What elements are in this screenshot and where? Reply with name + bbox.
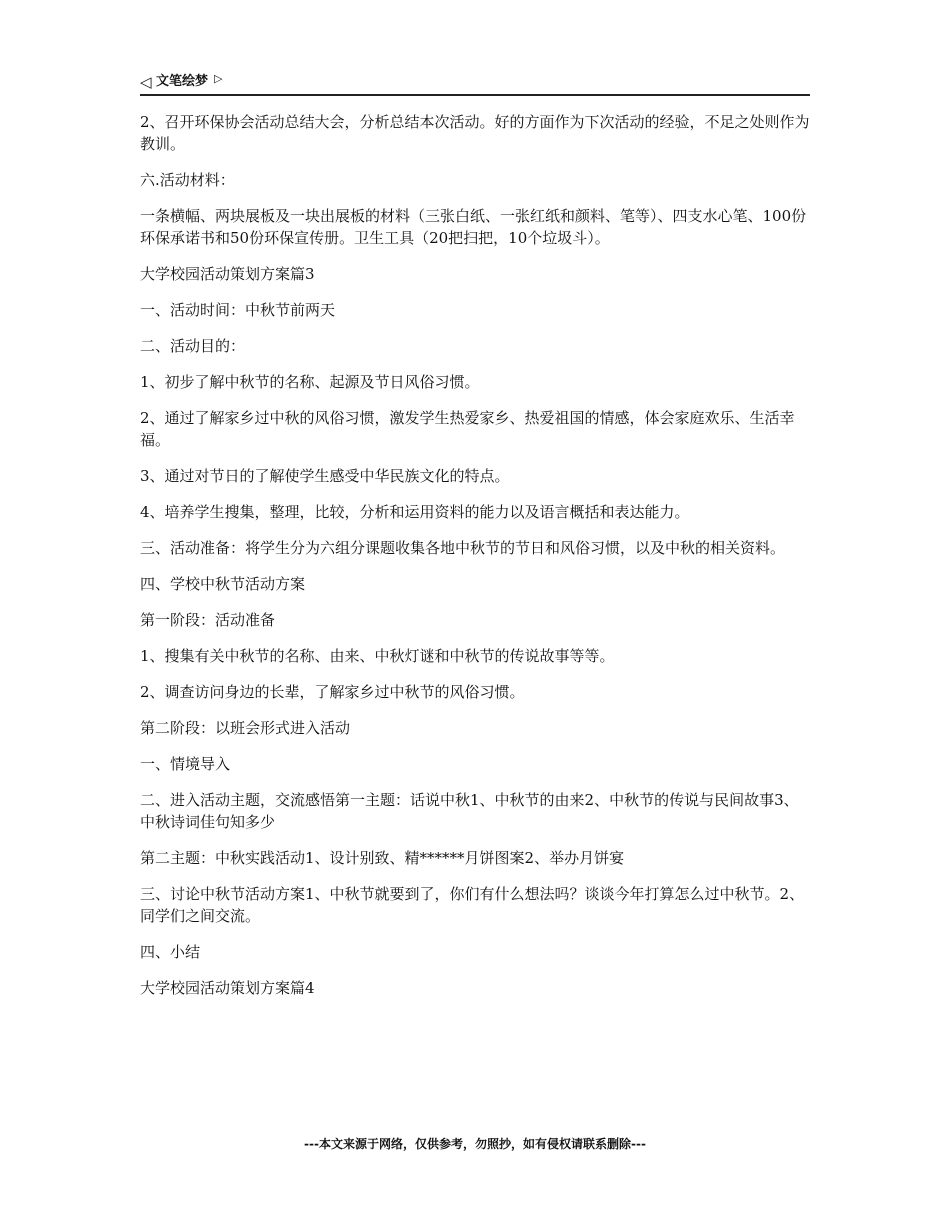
paragraph: 二、进入活动主题，交流感悟第一主题：话说中秋1、中秋节的由来2、中秋节的传说与民间故事3、中秋诗词佳句知多少 (140, 791, 799, 831)
right-triangle-icon: ▷ (214, 72, 223, 85)
paragraph: 2、召开环保协会活动总结大会，分析总结本次活动。好的方面作为下次活动的经验，不足之处则作为教训。 (140, 113, 810, 153)
paragraph: 二、活动目的： (140, 337, 246, 355)
document-body (140, 111, 810, 1013)
paragraph: 1、搜集有关中秋节的名称、由来、中秋灯谜和中秋节的传说故事等等。 (140, 647, 615, 665)
paragraph: 一条横幅、两块展板及一块出展板的材料（三张白纸、一张红纸和颜料、笔等）、四支水心笔、100份环保承诺书和50份环保宣传册。卫生工具（20把扫把，10个垃圾斗）。 (140, 207, 807, 247)
section-heading: 大学校园活动策划方案篇3 (140, 265, 315, 283)
paragraph: 四、小结 (140, 943, 201, 961)
header-title: 文笔绘梦 (156, 74, 209, 89)
paragraph: 四、学校中秋节活动方案 (140, 575, 306, 593)
paragraph: 2、通过了解家乡过中秋的风俗习惯，激发学生热爱家乡、热爱祖国的情感，体会家庭欢乐、生活幸福。 (140, 409, 795, 449)
paragraph: 4、培养学生搜集，整理，比较，分析和运用资料的能力以及语言概括和表达能力。 (140, 503, 690, 521)
paragraph: 一、活动时间：中秋节前两天 (140, 301, 336, 319)
left-triangle-icon: ◁ (140, 73, 152, 91)
paragraph: 第二阶段：以班会形式进入活动 (140, 719, 351, 737)
paragraph: 一、情境导入 (140, 755, 231, 773)
paragraph: 第二主题：中秋实践活动1、设计别致、精******月饼图案2、举办月饼宴 (140, 849, 625, 867)
paragraph: 第一阶段：活动准备 (140, 611, 276, 629)
section-heading: 大学校园活动策划方案篇4 (140, 979, 315, 997)
paragraph: 三、活动准备：将学生分为六组分课题收集各地中秋节的节日和风俗习惯，以及中秋的相关资料。 (140, 539, 786, 557)
page-header (140, 72, 810, 96)
paragraph: 3、通过对节日的了解使学生感受中华民族文化的特点。 (140, 467, 510, 485)
section-heading: 六.活动材料： (140, 171, 235, 189)
paragraph: 1、初步了解中秋节的名称、起源及节日风俗习惯。 (140, 373, 480, 391)
paragraph: 2、调查访问身边的长辈，了解家乡过中秋节的风俗习惯。 (140, 683, 525, 701)
paragraph: 三、讨论中秋节活动方案1、中秋节就要到了，你们有什么想法吗？谈谈今年打算怎么过中秋节。2、同学们之间交流。 (140, 885, 805, 925)
page-footer: ---本文来源于网络，仅供参考，勿照抄，如有侵权请联系删除--- (304, 1137, 646, 1151)
